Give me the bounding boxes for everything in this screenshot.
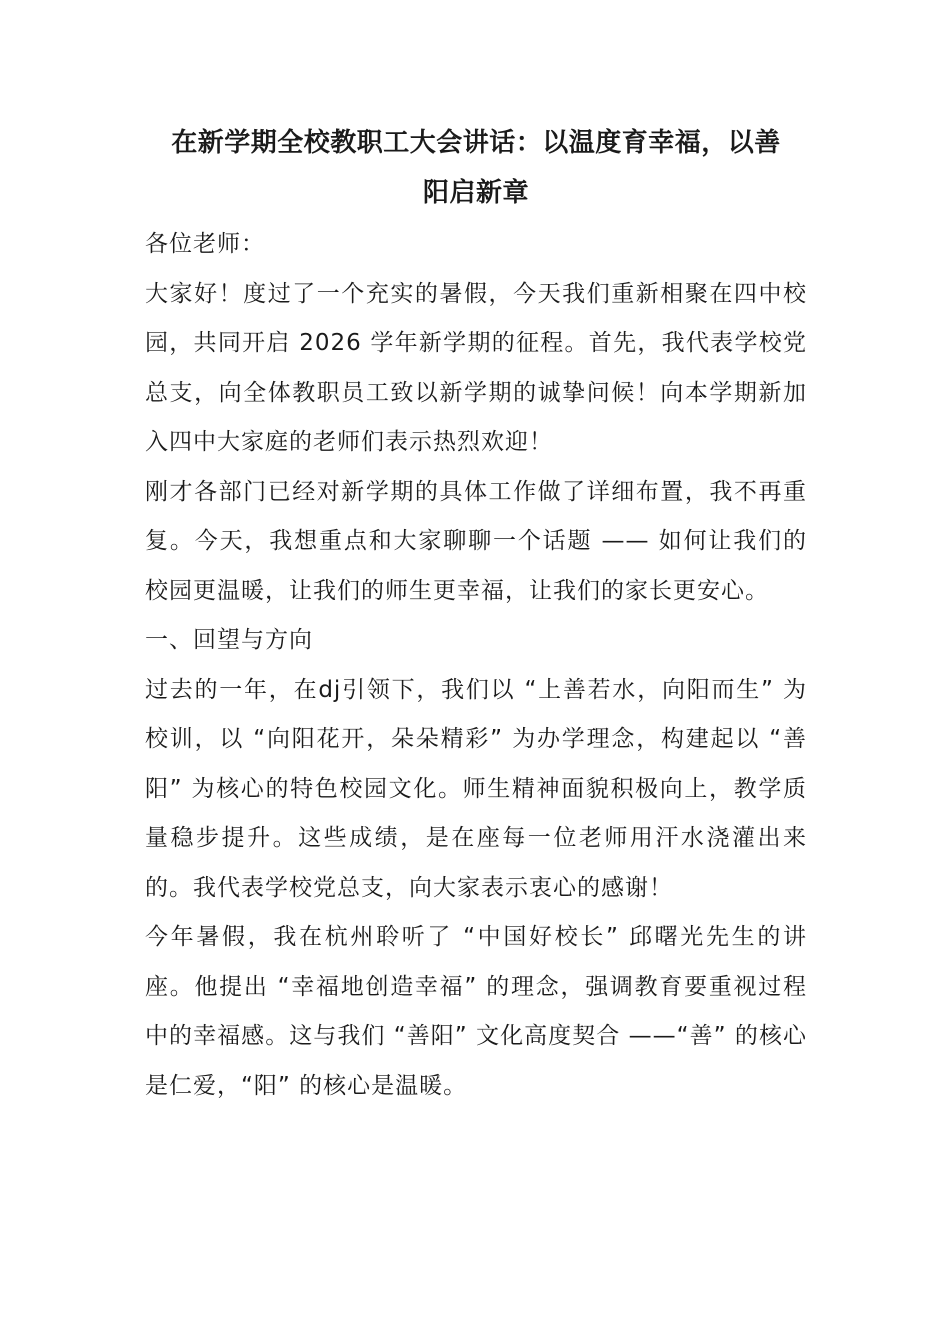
paragraph-summer-lecture: 今年暑假，我在杭州聆听了 “中国好校长” 邱曙光先生的讲座。他提出 “幸福地创造幸福” 的理念，强调教育要重视过程中的幸福感。这与我们 “善阳” 文化高度契合 ——“善” 的核心是仁爱，“阳” 的核心是温暖。 — [145, 924, 807, 1099]
paragraph-past-year: 过去的一年，在dj引领下，我们以 “上善若水，向阳而生” 为校训，以 “向阳花开，朵朵精彩” 为办学理念，构建起以 “善阳” 为核心的特色校园文化。师生精神面貌积极向上，教学质量稳步提升。这些成绩，是在座每一位老师用汗水浇灌出来的。我代表学校党总支，向大家表示衷心的感谢！ — [145, 676, 807, 901]
title-line-1: 在新学期全校教职工大会讲话：以温度育幸福，以善 — [171, 128, 781, 158]
paragraph-topic: 刚才各部门已经对新学期的具体工作做了详细布置，我不再重复。今天，我想重点和大家聊聊一个话题 —— 如何让我们的校园更温暖，让我们的师生更幸福，让我们的家长更安心。 — [145, 478, 807, 604]
section-heading-review: 一、回望与方向 — [145, 627, 313, 653]
document-title — [145, 118, 807, 218]
title-line-2: 阳启新章 — [422, 178, 529, 208]
salutation: 各位老师： — [145, 231, 265, 257]
paragraph-greeting: 大家好！度过了一个充实的暑假，今天我们重新相聚在四中校园，共同开启 2026 学年新学期的征程。首先，我代表学校党总支，向全体教职员工致以新学期的诚挚问候！向本学期新加入四中大家庭的老师们表示热烈欢迎！ — [145, 280, 807, 455]
document-page — [145, 118, 807, 1111]
